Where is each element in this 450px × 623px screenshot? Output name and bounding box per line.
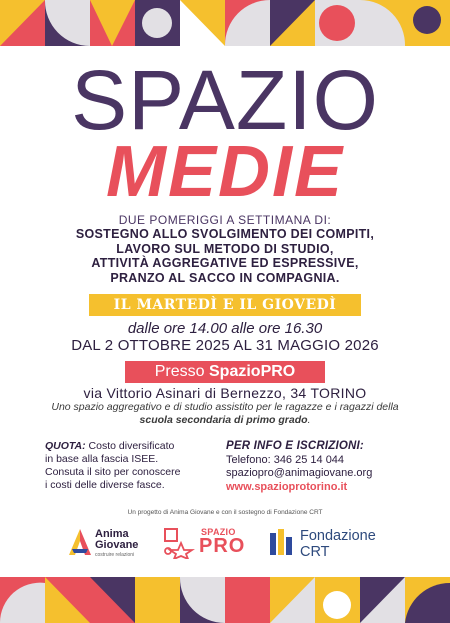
info-header: PER INFO E ISCRIZIONI: xyxy=(226,440,364,452)
spaziopro-logo xyxy=(163,527,246,559)
spazio-logo-text: SPAZIO xyxy=(201,527,236,537)
period-text: DAL 2 OTTOBRE 2025 AL 31 MAGGIO 2026 xyxy=(71,337,379,354)
spaziopro-icon xyxy=(163,527,199,559)
quota-section xyxy=(45,440,225,492)
anima-giovane-logo xyxy=(67,527,157,559)
bottom-decorative-band xyxy=(0,577,450,623)
activity-item: LAVORO SUL METODO DI STUDIO, xyxy=(116,241,334,256)
anima-logo-subtitle: costruire relazioni xyxy=(95,552,135,558)
activity-item: ATTIVITÀ AGGREGATIVE ED ESPRESSIVE, xyxy=(91,256,359,271)
fondazione-crt-logo xyxy=(268,527,388,559)
address-text: via Vittorio Asinari di Bernezzo, 34 TORINO xyxy=(83,385,367,401)
website-link[interactable]: www.spazioprotorino.it xyxy=(226,480,348,493)
activity-item: PRANZO AL SACCO IN COMPAGNIA. xyxy=(110,270,340,285)
email-link[interactable]: spaziopro@animagiovane.org xyxy=(226,467,373,479)
anima-logo-text: Anima Giovane xyxy=(95,528,139,551)
presso-banner xyxy=(125,361,325,383)
anima-giovane-icon xyxy=(67,527,93,557)
quota-line: in base alla fascia ISEE. xyxy=(45,453,159,465)
phone-text: Telefono: 346 25 14 044 xyxy=(226,453,345,466)
credits-text: Un progetto di Anima Giovane e con il sostegno di Fondazione CRT xyxy=(127,509,323,516)
intro-text: DUE POMERIGGI A SETTIMANA DI: xyxy=(118,213,332,227)
quota-line: i costi delle diverse fasce. xyxy=(45,479,165,491)
crt-icon xyxy=(268,527,296,559)
info-section xyxy=(226,440,426,494)
activity-item: SOSTEGNO ALLO SVOLGIMENTO DEI COMPITI, xyxy=(75,227,375,241)
days-banner: IL MARTEDÌ E IL GIOVEDÌ xyxy=(89,294,361,316)
venue-name: SpazioPRO xyxy=(209,363,296,380)
activities-list xyxy=(20,227,430,285)
title-medie: MEDIE xyxy=(105,132,345,212)
venue-description: Uno spazio aggregativo e di studio assistito per le ragazze e i ragazzi della scuola secondaria di primo grado. xyxy=(51,401,399,426)
top-decorative-band xyxy=(0,0,450,46)
pro-logo-text: PRO xyxy=(199,535,246,557)
presso-label: Presso xyxy=(154,363,205,380)
hours-text: dalle ore 14.00 alle ore 16.30 xyxy=(127,320,323,337)
quota-line: Consuta il sito per conoscere xyxy=(45,466,181,478)
quota-line: Costo diversificato xyxy=(85,440,175,452)
quota-header: QUOTA: xyxy=(45,440,86,452)
crt-logo-text: Fondazione CRT xyxy=(300,528,376,560)
title-spazio: SPAZIO xyxy=(71,53,379,147)
